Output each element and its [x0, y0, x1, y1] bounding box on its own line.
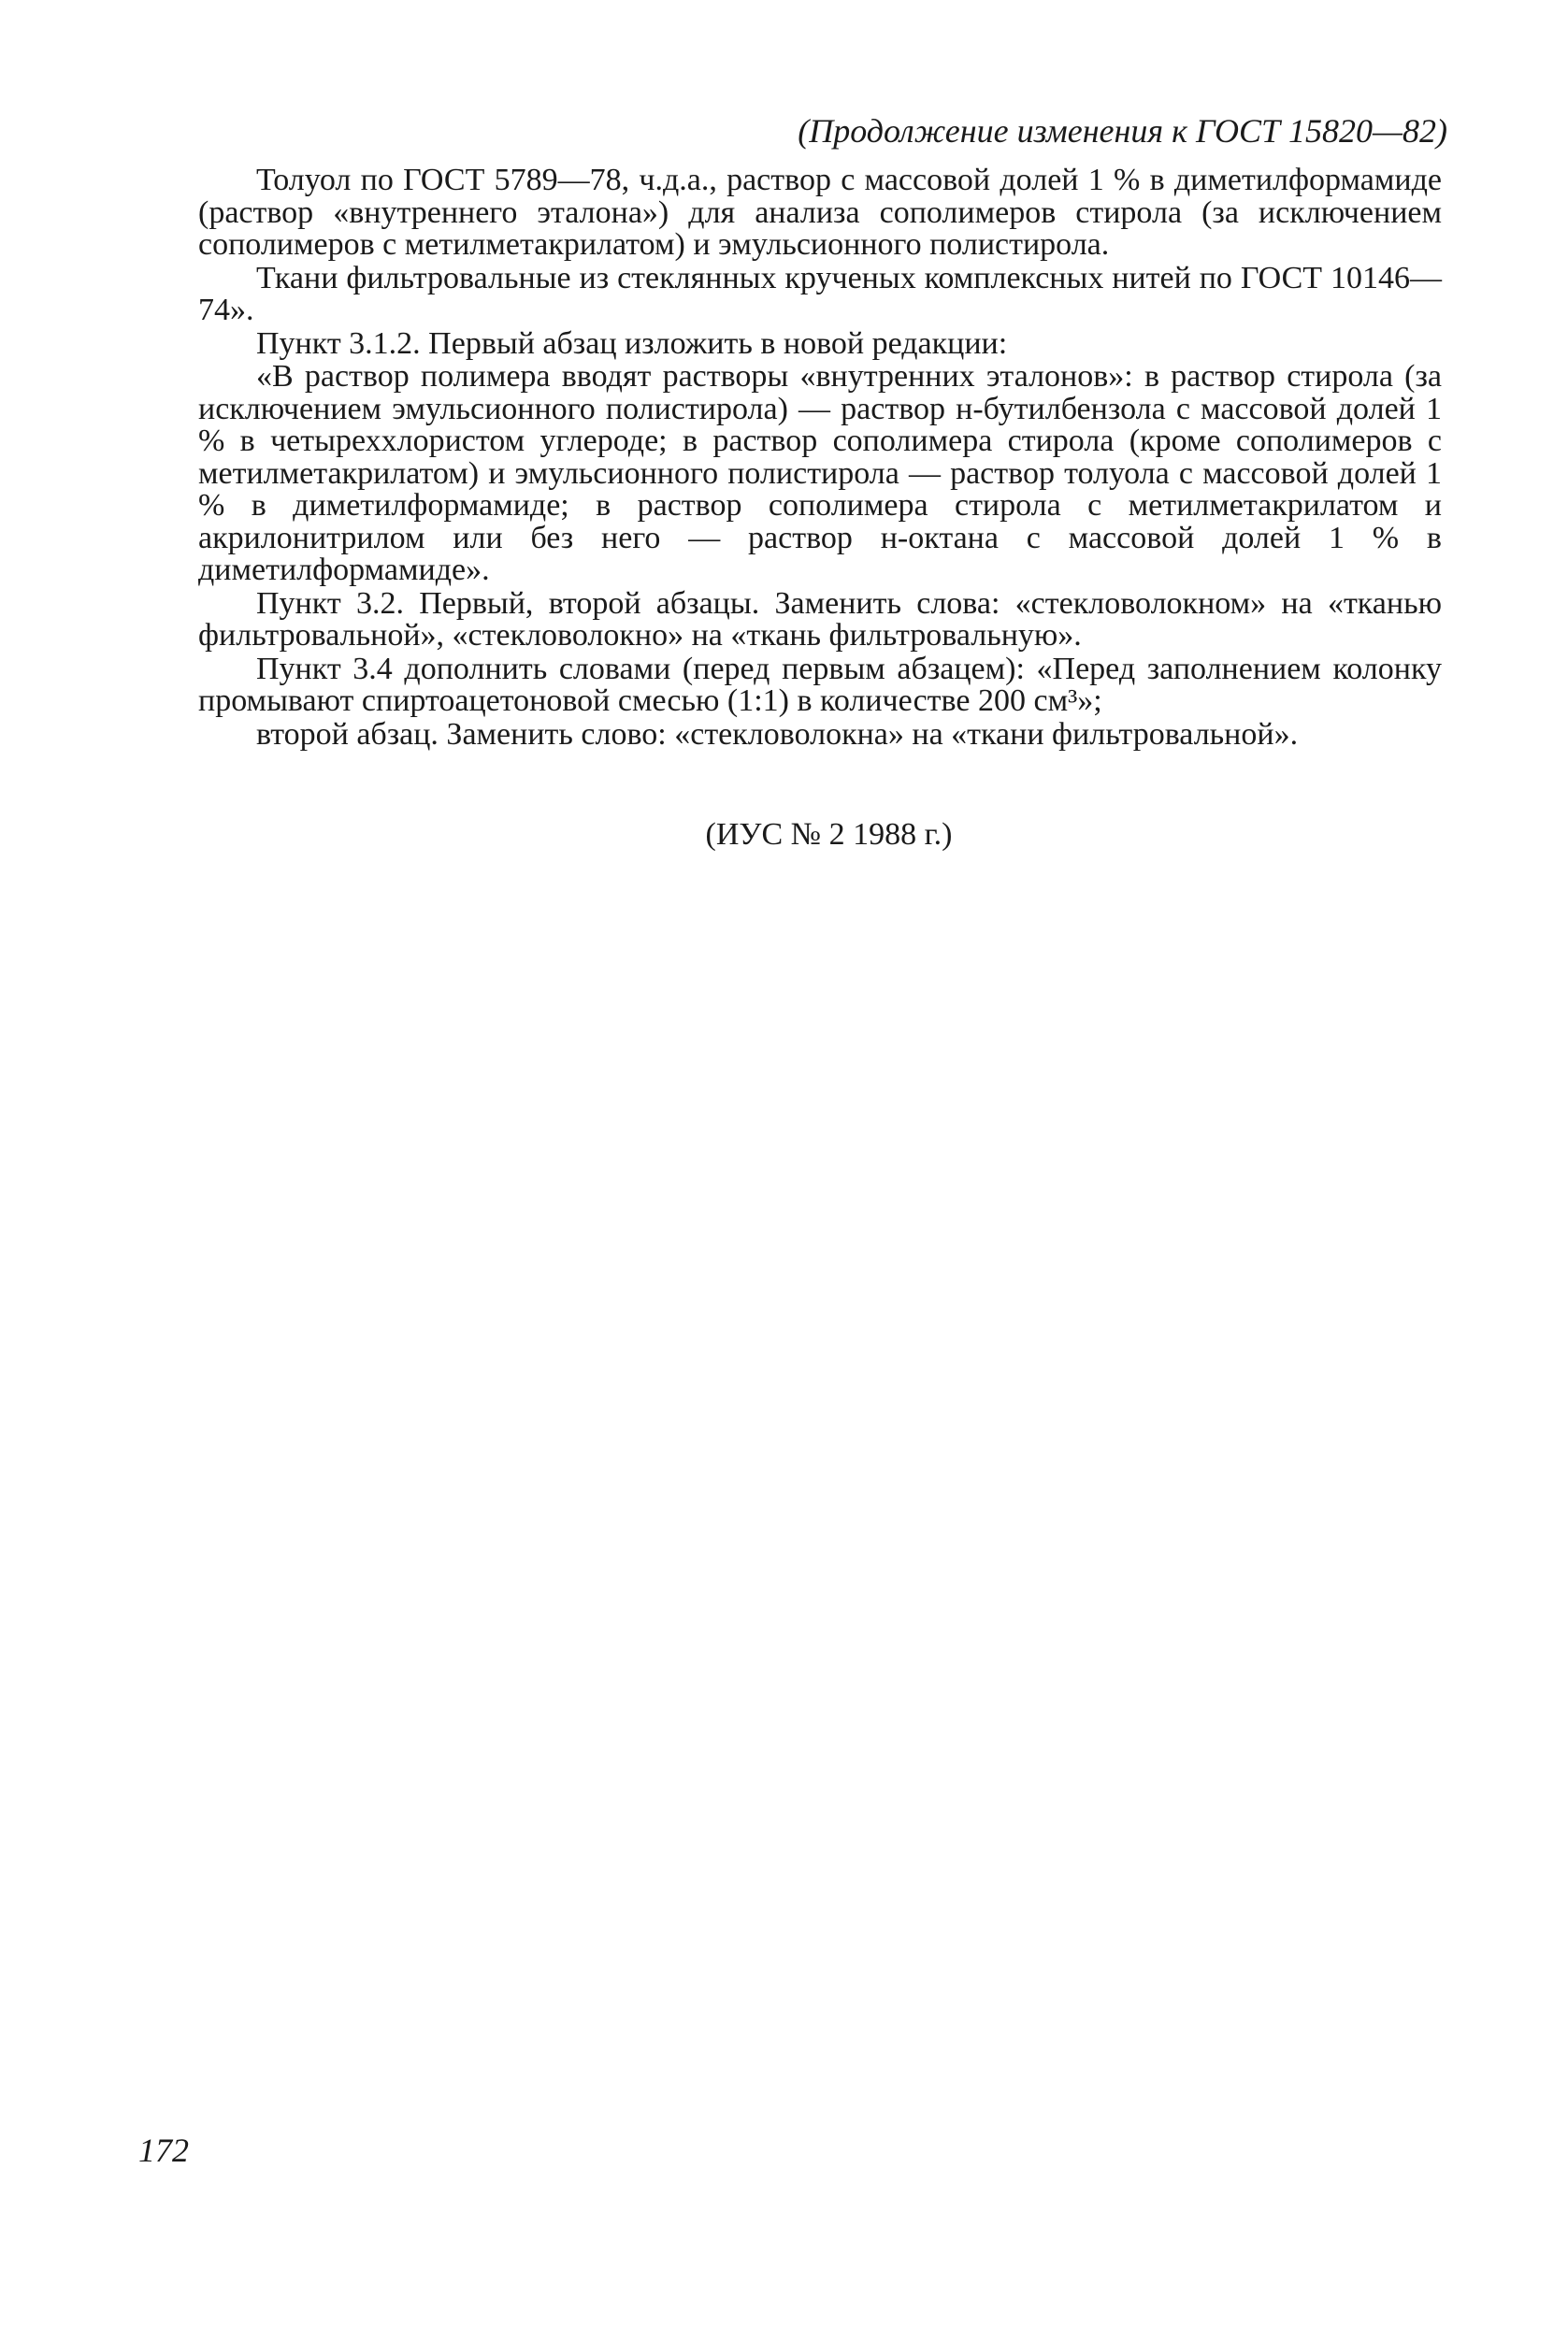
paragraph-clause-3-4: Пункт 3.4 дополнить словами (перед первым абзацем): «Перед заполнением колонку промывают спиртоацетоновой смесью (1:1) в количестве 200 см³»;	[198, 651, 1442, 718]
paragraph-toluene: Толуол по ГОСТ 5789—78, ч.д.а., раствор с массовой долей 1 % в диметилформамиде (раствор «внутреннего эталона») для анализа сополимеров стирола (за исключением сополимеров с метилметакрилатом) и эмульсионного полистирола.	[198, 163, 1442, 262]
ius-citation	[0, 816, 1568, 854]
paragraph-new-wording: «В раствор полимера вводят растворы «внутренних эталонов»: в раствор стирола (за исключением эмульсионного полистирола) — раствор н-бутилбензола с массовой долей 1 % в четыреххлористом углероде; в раствор сополимера стирола (кроме сополимеров с метилметакрилатом) и эмульсионного полистирола — раствор толуола с массовой долей 1 % в диметилформамиде; в раствор сополимера стирола с метилметакрилатом и акрилонитрилом или без него — раствор н-октана с массовой долей 1 % в диметилформамиде».	[198, 359, 1442, 587]
paragraph-clause-3-1-2: Пункт 3.1.2. Первый абзац изложить в новой редакции:	[256, 325, 1008, 361]
continuation-header: (Продолжение изменения к ГОСТ 15820—82)	[798, 112, 1447, 150]
paragraph-second-abzac: второй абзац. Заменить слово: «стекловолокна» на «ткани фильтровальной».	[256, 716, 1299, 752]
paragraph-filter-fabrics: Ткани фильтровальные из стеклянных крученых комплексных нитей по ГОСТ 10146—74».	[198, 260, 1442, 327]
body-text	[198, 165, 1442, 751]
paragraph-clause-3-2: Пункт 3.2. Первый, второй абзацы. Заменить слова: «стекловолокном» на «тканью фильтровальной», «стекловолокно» на «ткань фильтровальную».	[198, 585, 1442, 653]
page-number: 172	[138, 2132, 189, 2169]
ius-citation-text: (ИУС № 2 1988 г.)	[705, 817, 953, 852]
